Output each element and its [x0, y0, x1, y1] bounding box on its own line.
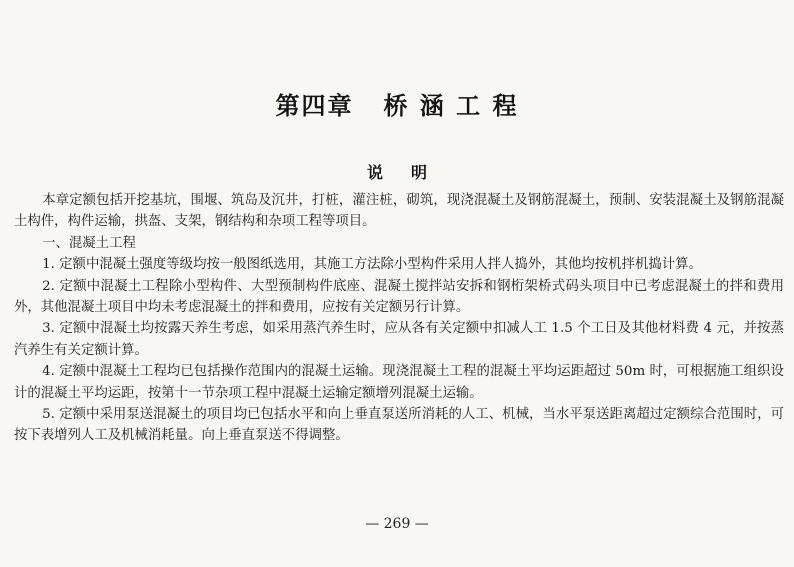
chapter-name: 桥 涵 工 程: [383, 92, 519, 120]
rule-paragraph-2: 2. 定额中混凝土工程除小型构件、大型预制构件底座、混凝土搅拌站安拆和钢桁架桥式码头项目中已考虑混凝土的拌和费用外，其他混凝土项目中均未考虑混凝土的拌和费用，应按有关定额另行计算。: [14, 278, 784, 316]
page-number: — 269 —: [365, 516, 429, 532]
intro-paragraph: 本章定额包括开挖基坑，围堰、筑岛及沉井，打桩，灌注桩，砌筑，现浇混凝土及钢筋混凝土，预制、安装混凝土及钢筋混凝土构件，构件运输，拱盔、支架，钢结构和杂项工程等项目。: [14, 193, 784, 230]
chapter-title: [0, 86, 794, 121]
rule-paragraph-3: 3. 定额中混凝土均按露天养生考虑，如采用蒸汽养生时，应从各有关定额中扣减人工 1.5 个工日及其他材料费 4 元，并按蒸汽养生有关定额计算。: [14, 321, 784, 358]
rule-paragraph-1: 1. 定额中混凝土强度等级均按一般图纸选用，其施工方法除小型构件采用人拌人捣外，其他均按机拌机捣计算。: [42, 257, 702, 273]
section-title: 说明: [366, 163, 455, 182]
body-text: [14, 190, 784, 447]
chapter-number: 第四章: [275, 92, 354, 120]
rule-paragraph-5: 5. 定额中采用泵送混凝土的项目均已包括水平和向上垂直泵送所消耗的人工、机械，当水平泵送距离超过定额综合范围时，可按下表增列人工及机械消耗量。向上垂直泵送不得调整。: [14, 407, 784, 444]
subsection-heading: 一、混凝土工程: [42, 235, 136, 251]
rule-paragraph-4: 4. 定额中混凝土工程均已包括操作范围内的混凝土运输。现浇混凝土工程的混凝土平均运距超过 50m 时，可根据施工组织设计的混凝土平均运距，按第十一节杂项工程中混凝土运输定额增列混凝土运输。: [14, 364, 784, 401]
